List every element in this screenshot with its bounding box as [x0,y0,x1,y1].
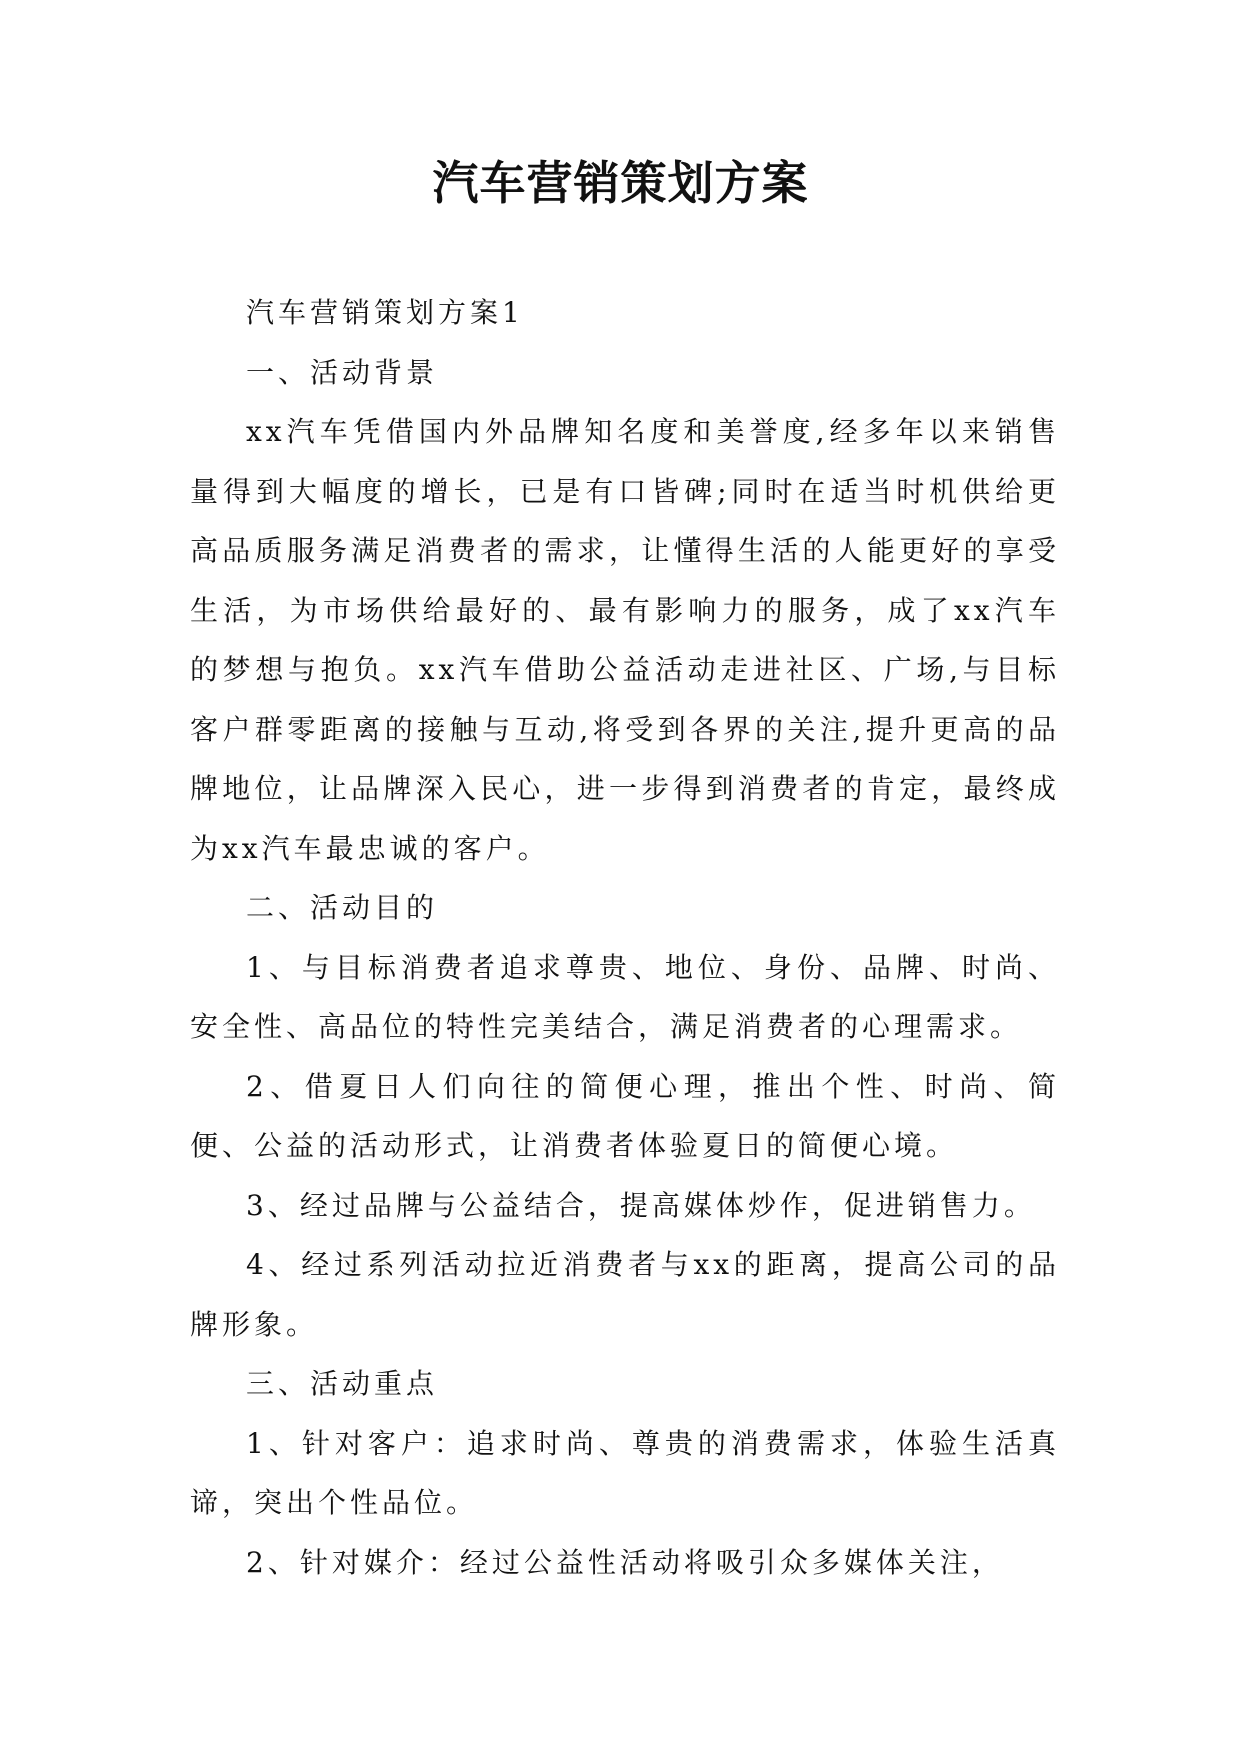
document-body [190,283,1060,1592]
paragraph-background: xx汽车凭借国内外品牌知名度和美誉度,经多年以来销售量得到大幅度的增长，已是有口皆碑;同时在适当时机供给更高品质服务满足消费者的需求，让懂得生活的人能更好的享受生活，为市场供给最好的、最有影响力的服务，成了xx汽车的梦想与抱负。xx汽车借助公益活动走进社区、广场,与目标客户群零距离的接触与互动,将受到各界的关注,提升更高的品牌地位，让品牌深入民心，进一步得到消费者的肯定，最终成为xx汽车最忠诚的客户。 [190,415,1060,865]
section-heading-focus: 三、活动重点 [246,1367,439,1400]
paragraph-purpose-2: 2、借夏日人们向往的简便心理，推出个性、时尚、简便、公益的活动形式，让消费者体验夏日的简便心境。 [190,1069,1060,1162]
section-heading-purpose: 二、活动目的 [246,891,439,924]
document-title: 汽车营销策划方案 [432,156,809,210]
paragraph-purpose-1: 1、与目标消费者追求尊贵、地位、身份、品牌、时尚、安全性、高品位的特性完美结合，满足消费者的心理需求。 [190,950,1060,1043]
section-subtitle: 汽车营销策划方案1 [246,296,524,329]
section-heading-background: 一、活动背景 [246,355,439,389]
paragraph-purpose-3: 3、经过品牌与公益结合，提高媒体炒作，促进销售力。 [246,1188,1036,1222]
paragraph-focus-2: 2、针对媒介：经过公益性活动将吸引众多媒体关注， [246,1545,1004,1579]
paragraph-purpose-4: 4、经过系列活动拉近消费者与xx的距离，提高公司的品牌形象。 [190,1248,1060,1341]
paragraph-focus-1: 1、针对客户：追求时尚、尊贵的消费需求，体验生活真谛，突出个性品位。 [190,1426,1060,1519]
